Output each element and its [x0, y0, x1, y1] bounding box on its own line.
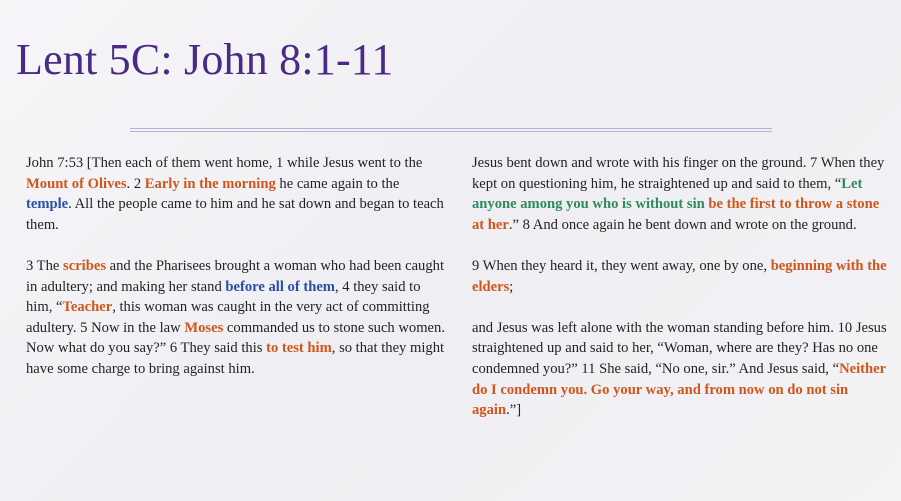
paragraph-verse-9	[472, 256, 892, 297]
highlight-temple: temple	[26, 196, 69, 213]
highlight-mount-of-olives: Mount of Olives	[26, 175, 127, 192]
text-run: .”]	[506, 402, 522, 419]
paragraph-verse-10	[472, 318, 892, 421]
highlight-test-him: to test him	[266, 340, 332, 357]
text-run: , so that they might have some charge to bring against him.	[26, 340, 445, 377]
paragraph-john-7-53	[26, 153, 446, 235]
highlight-elders: beginning with the elders	[472, 257, 887, 295]
paragraph-verse-3	[26, 256, 446, 380]
title-divider-top	[130, 128, 772, 129]
text-run: 3 The	[26, 257, 64, 274]
title-divider-bottom	[130, 131, 772, 132]
highlight-first-stone: be the first to throw a stone at her	[472, 196, 880, 233]
right-text-column	[472, 153, 892, 441]
text-run: and Jesus was left alone with the woman standing before him. 10 Jesus straightened up and said to her, “Woman, where are they? Has no one condemned you?” 11 She said, “No one, sir.” And Jesus said, “	[472, 319, 887, 377]
highlight-neither-condemn: Neither do I condemn you. Go your way, and from now on do not sin again	[472, 360, 886, 419]
text-run: 9 When they heard it, they went away, one by one,	[472, 257, 771, 274]
text-run: John 7:53 [Then each of them went home, 1 while Jesus went to the	[26, 155, 423, 171]
text-run: and the Pharisees brought a woman who had been caught in adultery; and making her stand	[26, 257, 444, 295]
text-run: Jesus bent down and wrote with his finger on the ground. 7 When they kept on questioning him, he straightened up and said to them, “	[472, 155, 885, 192]
highlight-before-all: before all of them	[225, 278, 335, 295]
text-run: commanded us to stone such women. Now what do you say?” 6 They said this	[26, 319, 445, 357]
highlight-early-morning: Early in the morning	[144, 175, 276, 192]
text-run: . All the people came to him and he sat down and began to teach them.	[26, 196, 444, 233]
text-run: ;	[509, 278, 514, 295]
left-text-column	[26, 153, 446, 400]
text-run: .” 8 And once again he bent down and wrote on the ground.	[508, 216, 857, 233]
text-run: he came again to the	[275, 175, 400, 192]
highlight-scribes: scribes	[63, 257, 106, 274]
highlight-moses: Moses	[184, 319, 224, 336]
text-run: , 4 they said to him, “	[26, 278, 421, 316]
paragraph-verse-7	[472, 153, 892, 235]
text-run: , this woman was caught in the very act of committing adultery. 5 Now in the law	[26, 299, 430, 336]
text-run: . 2	[126, 175, 145, 192]
slide-title: Lent 5C: John 8:1-11	[16, 35, 394, 84]
highlight-teacher: Teacher	[62, 299, 113, 316]
highlight-without-sin: Let anyone among you who is without sin	[472, 175, 863, 213]
